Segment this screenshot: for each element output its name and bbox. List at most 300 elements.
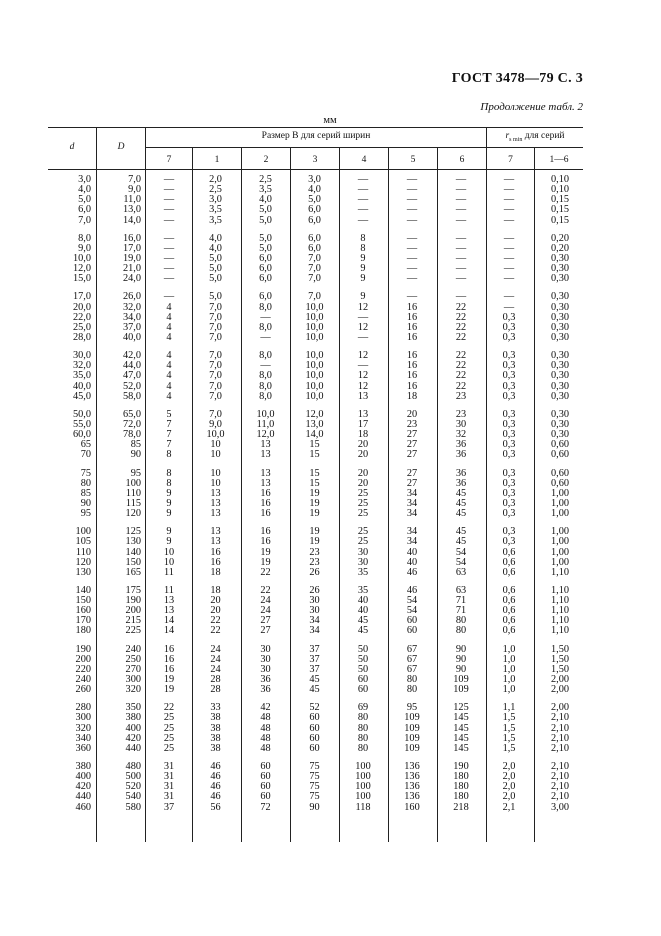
- table-cell: 8,0: [259, 370, 272, 382]
- table-cell: 9: [360, 252, 366, 264]
- table-cell: 35: [357, 566, 369, 578]
- table-cell: 5,0: [259, 204, 272, 216]
- table-cell: 16: [260, 487, 271, 499]
- table-cell: 140: [75, 584, 91, 596]
- table-cell: 30: [309, 595, 320, 607]
- table-cell: 0,6: [502, 605, 516, 617]
- table-cell: 4: [166, 321, 172, 333]
- table-cell: —: [406, 204, 418, 216]
- table-cell: 8: [166, 467, 172, 479]
- table-cell: 1,0: [502, 663, 516, 675]
- table-cell: 0,3: [502, 536, 516, 548]
- table-cell: 190: [453, 761, 469, 773]
- table-cell: 25: [163, 742, 175, 754]
- table-cell: 20: [357, 449, 369, 461]
- table-cell: 10,0: [305, 380, 324, 392]
- table-cell: 45: [309, 674, 320, 686]
- column-b5: [390, 175, 434, 813]
- table-cell: 50,0: [72, 408, 91, 420]
- table-cell: 5,0: [259, 214, 272, 226]
- table-cell: 26: [309, 566, 320, 578]
- table-cell: 34: [406, 487, 418, 499]
- table-cell: 0,3: [502, 439, 516, 451]
- table-cell: 115: [125, 497, 141, 509]
- table-cell: 80: [80, 477, 91, 489]
- table-cell: 15,0: [72, 273, 91, 285]
- table-cell: 80: [406, 684, 418, 696]
- table-cell: 0,30: [550, 360, 569, 372]
- table-cell: 2,10: [550, 742, 569, 754]
- table-cell: 400: [75, 771, 91, 783]
- table-cell: 22: [163, 702, 175, 714]
- table-cell: 19: [260, 546, 271, 558]
- table-cell: 145: [453, 722, 469, 734]
- table-cell: 13: [163, 595, 175, 607]
- table-cell: 1,0: [502, 643, 516, 655]
- table-cell: 0,3: [502, 526, 516, 538]
- table-cell: 0,30: [550, 321, 569, 333]
- table-cell: 19: [163, 684, 175, 696]
- table-cell: 34: [406, 526, 418, 538]
- table-cell: 10: [210, 467, 221, 479]
- table-cell: 440: [75, 791, 91, 803]
- table-cell: 70: [80, 449, 91, 461]
- table-cell: —: [503, 252, 515, 264]
- table-cell: 0,3: [502, 408, 516, 420]
- table-cell: 0,3: [502, 418, 516, 430]
- table-cell: 21,0: [122, 263, 141, 275]
- table-cell: 31: [163, 781, 175, 793]
- table-cell: 38: [210, 742, 221, 754]
- table-cell: 0,3: [502, 321, 516, 333]
- table-cell: 31: [163, 771, 175, 783]
- table-cell: 85: [130, 439, 141, 451]
- table-cell: 19: [260, 556, 271, 568]
- table-cell: 10,0: [206, 429, 225, 441]
- table-cell: 3,0: [209, 194, 222, 206]
- table-cell: 50: [357, 643, 369, 655]
- table-cell: 23: [455, 408, 467, 420]
- table-cell: 34: [406, 497, 418, 509]
- table-cell: 2,0: [502, 771, 516, 783]
- table-cell: 24,0: [122, 273, 141, 285]
- table-cell: 20: [210, 595, 221, 607]
- table-cell: 0,6: [502, 625, 516, 637]
- table-cell: 125: [125, 526, 141, 538]
- table-cell: 200: [125, 605, 141, 617]
- table-cell: 140: [125, 546, 141, 558]
- table-cell: 2,00: [550, 702, 569, 714]
- table-cell: —: [503, 232, 515, 244]
- header-bottom-border: [48, 169, 583, 170]
- table-cell: 26: [309, 584, 320, 596]
- table-cell: 109: [404, 732, 420, 744]
- table-cell: 30: [260, 643, 271, 655]
- table-cell: 5,0: [209, 291, 222, 303]
- table-cell: 60: [260, 791, 271, 803]
- table-cell: 0,15: [550, 214, 569, 226]
- table-cell: 22: [455, 370, 467, 382]
- table-cell: 18: [357, 429, 369, 441]
- table-cell: 60,0: [72, 429, 91, 441]
- table-cell: 9: [360, 291, 366, 303]
- table-cell: —: [163, 184, 175, 196]
- table-cell: 2,10: [550, 761, 569, 773]
- table-cell: 11,0: [123, 194, 141, 206]
- table-cell: 4: [166, 370, 172, 382]
- table-cell: 3,00: [550, 801, 569, 813]
- table-cell: 80: [406, 674, 418, 686]
- table-cell: 1,00: [550, 526, 569, 538]
- table-cell: —: [163, 263, 175, 275]
- table-cell: 8,0: [259, 390, 272, 402]
- table-cell: 0,30: [550, 291, 569, 303]
- table-cell: 380: [125, 712, 141, 724]
- table-cell: 109: [404, 722, 420, 734]
- table-cell: 46: [210, 771, 221, 783]
- table-cell: 30: [357, 546, 369, 558]
- col-divider-b7: [192, 147, 193, 842]
- table-cell: 40: [406, 556, 418, 568]
- table-cell: 30: [455, 418, 467, 430]
- table-cell: 380: [75, 761, 91, 773]
- table-cell: 55,0: [72, 418, 91, 430]
- table-cell: 13: [210, 497, 221, 509]
- table-cell: 2,10: [550, 712, 569, 724]
- table-cell: 46: [406, 584, 418, 596]
- table-cell: 0,60: [550, 477, 569, 489]
- table-cell: 19: [163, 674, 175, 686]
- table-cell: 10: [163, 556, 175, 568]
- table-cell: 7,0: [308, 291, 321, 303]
- table-cell: —: [455, 242, 467, 254]
- table-cell: 69: [357, 702, 369, 714]
- table-cell: 2,00: [550, 684, 569, 696]
- table-cell: 22: [210, 615, 221, 627]
- table-cell: 1,00: [550, 556, 569, 568]
- table-cell: 9: [166, 526, 172, 538]
- table-cell: 54: [455, 546, 467, 558]
- table-cell: 8: [360, 232, 366, 244]
- table-cell: 15: [309, 449, 320, 461]
- table-cell: 7,0: [209, 360, 222, 372]
- table-cell: 13: [260, 449, 271, 461]
- table-cell: 0,60: [550, 467, 569, 479]
- table-cell: 44,0: [122, 360, 141, 372]
- table-cell: 350: [125, 702, 141, 714]
- table-cell: 34: [406, 536, 418, 548]
- table-cell: 80: [357, 712, 369, 724]
- table-cell: 0,30: [550, 390, 569, 402]
- table-cell: —: [503, 214, 515, 226]
- table-cell: 110: [75, 546, 91, 558]
- table-cell: 13: [210, 508, 221, 520]
- table-cell: 250: [125, 653, 141, 665]
- table-cell: 13: [260, 477, 271, 489]
- table-cell: 7,0: [308, 273, 321, 285]
- table-cell: 19: [309, 526, 320, 538]
- table-cell: 23: [455, 390, 467, 402]
- table-cell: 4: [166, 390, 172, 402]
- table-cell: 13: [357, 390, 369, 402]
- table-cell: 12: [357, 370, 369, 382]
- table-cell: 9: [166, 536, 172, 548]
- table-cell: 16: [406, 301, 418, 313]
- table-cell: 10,0: [305, 350, 324, 362]
- table-cell: 90: [455, 643, 467, 655]
- table-cell: 63: [455, 566, 467, 578]
- table-cell: 4,0: [259, 194, 272, 206]
- table-cell: 16: [406, 331, 418, 343]
- table-cell: 0,30: [550, 331, 569, 343]
- table-cell: 540: [125, 791, 141, 803]
- table-cell: 190: [75, 643, 91, 655]
- subheader-b3: 3: [312, 155, 318, 165]
- table-cell: 1,0: [502, 684, 516, 696]
- column-b2: [243, 175, 288, 813]
- table-cell: 27: [406, 467, 418, 479]
- table-cell: 36: [455, 449, 467, 461]
- table-cell: 9: [166, 487, 172, 499]
- table-cell: 6,0: [78, 204, 91, 216]
- table-cell: 160: [404, 801, 420, 813]
- table-cell: 71: [455, 605, 467, 617]
- table-cell: 8,0: [259, 380, 272, 392]
- table-cell: 19,0: [122, 252, 141, 264]
- table-top-border: [48, 127, 583, 128]
- table-cell: 1,0: [502, 653, 516, 665]
- table-cell: 0,30: [550, 301, 569, 313]
- table-cell: 10: [210, 477, 221, 489]
- table-cell: 90: [309, 801, 320, 813]
- table-cell: 23: [406, 418, 418, 430]
- table-cell: 32: [455, 429, 467, 441]
- column-b6: [439, 175, 483, 813]
- table-cell: 8,0: [259, 321, 272, 333]
- table-cell: 80: [455, 625, 467, 637]
- table-cell: 9,0: [128, 184, 141, 196]
- table-cell: 7: [166, 418, 172, 430]
- table-cell: —: [357, 184, 369, 196]
- table-cell: 8: [360, 242, 366, 254]
- table-cell: 31: [163, 761, 175, 773]
- table-cell: 420: [125, 732, 141, 744]
- table-cell: 5: [166, 408, 172, 420]
- table-cell: 20: [357, 439, 369, 451]
- table-cell: 1,0: [502, 674, 516, 686]
- table-cell: 7,0: [209, 321, 222, 333]
- table-cell: 0,3: [502, 449, 516, 461]
- table-cell: 5,0: [209, 273, 222, 285]
- table-cell: —: [163, 174, 175, 185]
- table-cell: 0,3: [502, 497, 516, 509]
- table-cell: —: [406, 273, 418, 285]
- table-cell: 24: [210, 643, 221, 655]
- table-cell: 22: [455, 331, 467, 343]
- table-cell: 24: [260, 595, 271, 607]
- table-cell: 90: [130, 449, 141, 461]
- table-cell: 15: [309, 477, 320, 489]
- table-cell: 0,6: [502, 556, 516, 568]
- col-divider-b3: [339, 147, 340, 842]
- table-cell: 100: [75, 526, 91, 538]
- table-cell: 200: [75, 653, 91, 665]
- table-cell: 25: [163, 712, 175, 724]
- table-cell: 37: [309, 653, 320, 665]
- table-cell: —: [503, 184, 515, 196]
- table-cell: 7: [166, 429, 172, 441]
- table-cell: 7,0: [308, 252, 321, 264]
- table-cell: —: [503, 194, 515, 206]
- table-cell: 13: [210, 536, 221, 548]
- table-cell: 12,0: [256, 429, 275, 441]
- table-cell: 25: [357, 536, 369, 548]
- table-cell: 4: [166, 331, 172, 343]
- table-cell: 46: [406, 566, 418, 578]
- col-divider-b2: [290, 147, 291, 842]
- column-b7: [146, 175, 192, 813]
- table-cell: 6,0: [308, 232, 321, 244]
- table-cell: 16: [406, 360, 418, 372]
- table-cell: 34: [309, 615, 320, 627]
- table-cell: 16: [406, 350, 418, 362]
- table-cell: 8,0: [259, 350, 272, 362]
- table-cell: 45: [455, 508, 467, 520]
- header-radius: $r_{s min}$ для серий: [505, 131, 565, 143]
- subheader-divider: [145, 147, 583, 148]
- table-cell: 22: [455, 311, 467, 323]
- table-cell: 16: [260, 526, 271, 538]
- table-cell: 75: [309, 761, 320, 773]
- table-cell: 67: [406, 663, 418, 675]
- table-cell: 75: [309, 771, 320, 783]
- table-cell: 23: [309, 546, 320, 558]
- table-cell: 12: [357, 321, 369, 333]
- table-cell: 1,5: [502, 712, 516, 724]
- table-cell: 0,3: [502, 477, 516, 489]
- table-cell: 7,0: [209, 408, 222, 420]
- table-cell: 95: [80, 508, 91, 520]
- table-cell: 136: [404, 771, 420, 783]
- table-cell: 109: [453, 684, 469, 696]
- table-cell: 27: [260, 625, 271, 637]
- table-cell: 24: [210, 653, 221, 665]
- table-cell: 220: [75, 663, 91, 675]
- table-cell: 4: [166, 301, 172, 313]
- table-cell: 5,0: [259, 242, 272, 254]
- table-cell: 37,0: [122, 321, 141, 333]
- table-cell: 4,0: [308, 184, 321, 196]
- table-cell: 45: [357, 625, 369, 637]
- table-cell: 480: [125, 761, 141, 773]
- table-cell: 0,30: [550, 418, 569, 430]
- table-cell: 9: [360, 263, 366, 275]
- table-cell: 0,3: [502, 429, 516, 441]
- table-cell: 56: [210, 801, 221, 813]
- table-cell: 30: [260, 653, 271, 665]
- table-cell: 16: [163, 643, 175, 655]
- table-cell: 28: [210, 674, 221, 686]
- table-cell: —: [455, 214, 467, 226]
- table-cell: 6,0: [308, 204, 321, 216]
- table-cell: 16: [406, 370, 418, 382]
- table-cell: 34: [309, 625, 320, 637]
- table-cell: 10,0: [256, 408, 275, 420]
- table-cell: —: [357, 174, 369, 185]
- table-cell: 4,0: [78, 184, 91, 196]
- table-cell: 240: [125, 643, 141, 655]
- table-cell: 5,0: [259, 232, 272, 244]
- table-cell: 22: [455, 360, 467, 372]
- table-cell: 65: [80, 439, 91, 451]
- table-cell: 2,0: [502, 791, 516, 803]
- table-cell: 2,0: [209, 174, 222, 185]
- table-cell: 18: [210, 584, 221, 596]
- table-cell: 14: [163, 625, 175, 637]
- table-cell: 27: [406, 429, 418, 441]
- table-cell: 136: [404, 781, 420, 793]
- table-cell: 320: [125, 684, 141, 696]
- table-cell: 0,60: [550, 439, 569, 451]
- table-cell: 100: [355, 781, 371, 793]
- table-cell: —: [163, 242, 175, 254]
- table-cell: —: [406, 291, 418, 303]
- table-cell: 1,10: [550, 605, 569, 617]
- table-cell: 1,5: [502, 732, 516, 744]
- table-cell: 10,0: [305, 321, 324, 333]
- table-cell: —: [503, 174, 515, 185]
- table-cell: 50: [357, 653, 369, 665]
- table-cell: 160: [75, 605, 91, 617]
- table-cell: 17,0: [72, 291, 91, 303]
- table-cell: 35: [357, 584, 369, 596]
- table-cell: 8,0: [78, 232, 91, 244]
- header-D: D: [117, 142, 125, 152]
- table-cell: 22: [455, 301, 467, 313]
- column-d: [48, 175, 91, 813]
- table-cell: 17: [357, 418, 369, 430]
- table-cell: —: [455, 194, 467, 206]
- table-cell: 400: [125, 722, 141, 734]
- table-cell: 7,0: [209, 370, 222, 382]
- table-cell: 9: [166, 497, 172, 509]
- table-cell: 54: [406, 605, 418, 617]
- table-cell: —: [163, 204, 175, 216]
- col-divider-b4: [388, 147, 389, 842]
- table-cell: 27: [406, 449, 418, 461]
- table-cell: 8: [166, 449, 172, 461]
- table-cell: 340: [75, 732, 91, 744]
- table-cell: 2,0: [502, 761, 516, 773]
- table-cell: —: [455, 184, 467, 196]
- table-cell: 25,0: [72, 321, 91, 333]
- table-cell: 1,10: [550, 595, 569, 607]
- table-cell: —: [503, 301, 515, 313]
- table-cell: 36: [455, 477, 467, 489]
- table-cell: 45: [455, 536, 467, 548]
- table-cell: 125: [453, 702, 469, 714]
- table-cell: 0,20: [550, 232, 569, 244]
- table-cell: 17,0: [122, 242, 141, 254]
- table-cell: 7,0: [209, 331, 222, 343]
- table-cell: 19: [309, 497, 320, 509]
- table-cell: 9: [166, 508, 172, 520]
- table-cell: 13: [260, 467, 271, 479]
- table-cell: 0,6: [502, 546, 516, 558]
- table-cell: 2,1: [502, 801, 516, 813]
- table-cell: 120: [75, 556, 91, 568]
- table-cell: —: [455, 232, 467, 244]
